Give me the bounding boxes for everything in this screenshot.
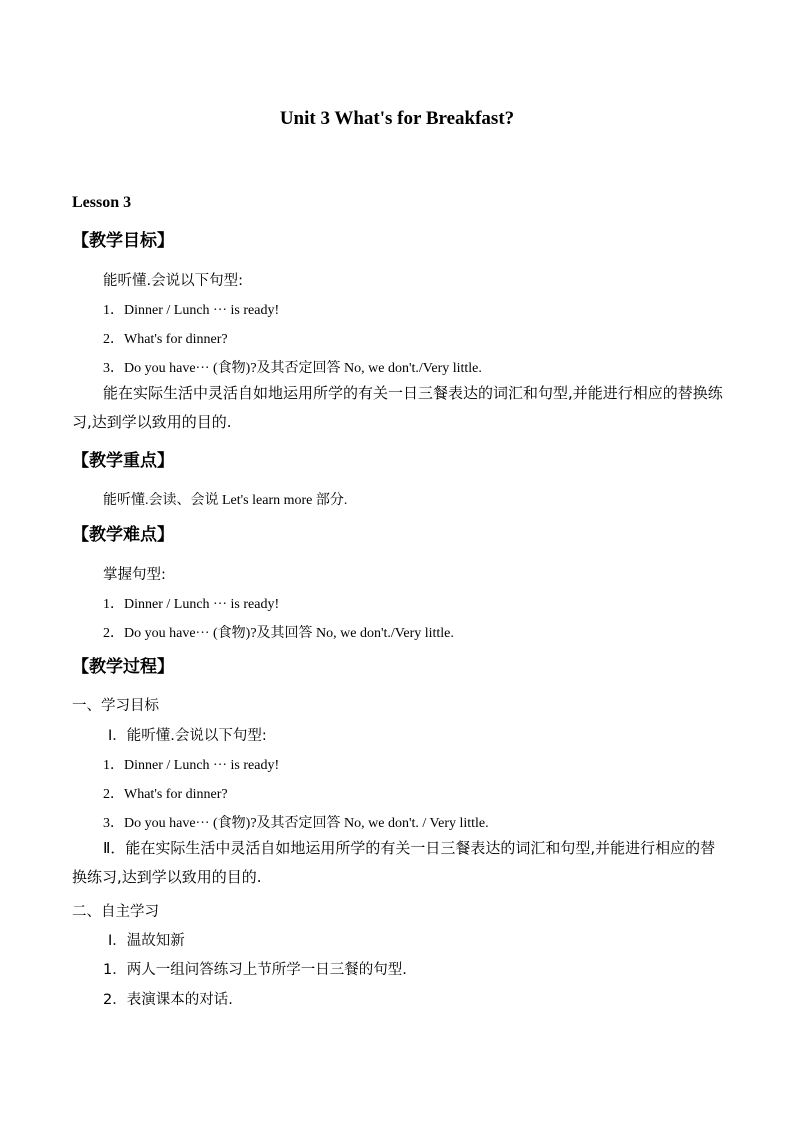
process-item-5: 2．表演课本的对话.	[103, 992, 233, 1008]
difficult-intro: 掌握句型:	[103, 567, 166, 583]
goals-item-1: 1．Dinner / Lunch ··· is ready!	[103, 303, 280, 318]
process-heading: 【教学过程】	[72, 657, 174, 677]
process-item-1: 1．Dinner / Lunch ··· is ready!	[103, 758, 280, 773]
process-sub-2: Ⅱ．能在实际生活中灵活自如地运用所学的有关一日三餐表达的词汇和句型,并能进行相应的替换练习,达到学以致用的目的.	[72, 839, 716, 886]
difficult-item-2: 2．Do you have··· (食物)?及其回答 No, we don't./Very little.	[103, 626, 454, 641]
goals-item-2: 2．What's for dinner?	[103, 332, 228, 347]
goals-heading: 【教学目标】	[72, 231, 174, 251]
process-sub-3: Ⅰ．温故知新	[108, 933, 185, 949]
goals-intro: 能听懂.会说以下句型:	[103, 273, 243, 289]
process-item-2: 2．What's for dinner?	[103, 787, 228, 802]
document-title: Unit 3 What's for Breakfast?	[279, 108, 515, 129]
goals-item-3: 3．Do you have··· (食物)?及其否定回答 No, we don't./Very little.	[103, 361, 482, 376]
process-item-4: 1．两人一组问答练习上节所学一日三餐的句型.	[103, 962, 407, 978]
key-text: 能听懂.会读、会说 Let's learn more 部分.	[103, 493, 348, 508]
difficult-heading: 【教学难点】	[72, 525, 174, 545]
process-item-3: 3．Do you have··· (食物)?及其否定回答 No, we don't. / Very little.	[103, 816, 489, 831]
goals-paragraph: 能在实际生活中灵活自如地运用所学的有关一日三餐表达的词汇和句型,并能进行相应的替换练习,达到学以致用的目的.	[72, 384, 723, 431]
key-heading: 【教学重点】	[72, 451, 174, 471]
difficult-item-1: 1．Dinner / Lunch ··· is ready!	[103, 597, 280, 612]
lesson-label: Lesson 3	[72, 194, 132, 211]
process-part-1: 一、学习目标	[72, 698, 159, 714]
process-sub-1: Ⅰ．能听懂.会说以下句型:	[108, 728, 267, 744]
process-part-2: 二、自主学习	[72, 904, 159, 920]
